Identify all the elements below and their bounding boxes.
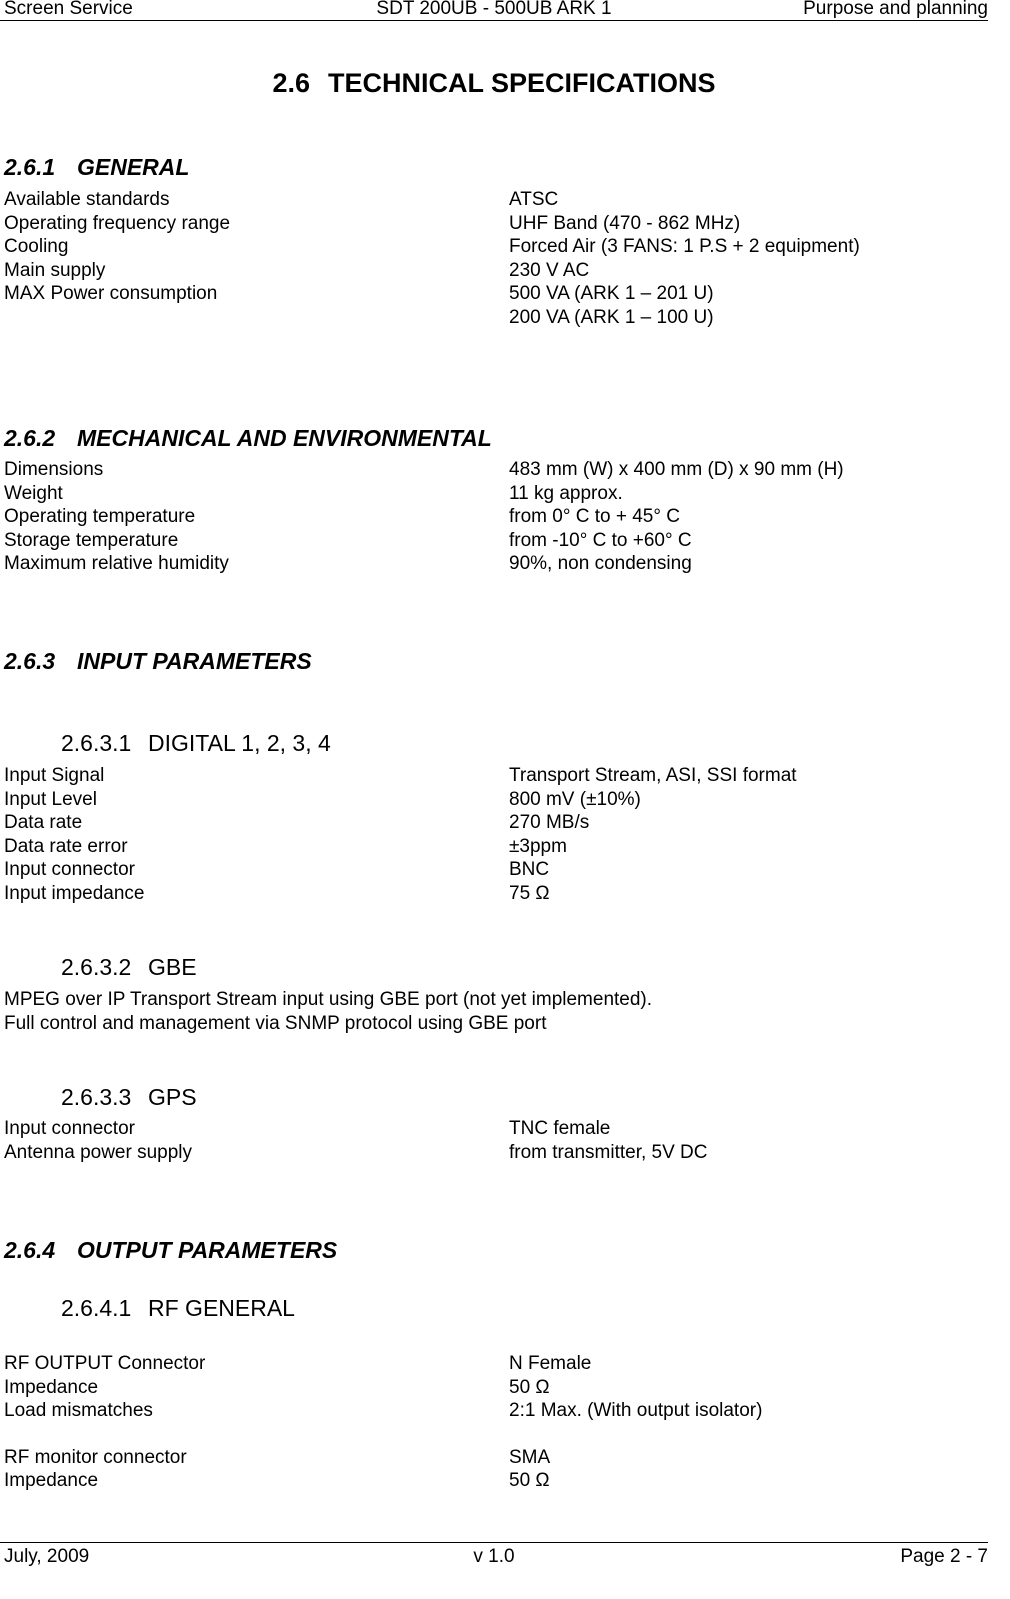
spec-row (4, 259, 988, 283)
spec-row (4, 552, 988, 576)
spec-value: BNC (509, 859, 550, 880)
subsection-number: 2.6.3.1 (61, 730, 132, 756)
spec-table-digital (4, 764, 988, 905)
subsection-number: 2.6.3.3 (61, 1084, 132, 1110)
spec-row (4, 858, 988, 882)
spec-row (4, 188, 988, 212)
subsection-heading-digital (61, 729, 331, 757)
spec-label: Input Signal (4, 765, 105, 786)
subsection-title: GBE (148, 954, 197, 980)
spec-table-gps (4, 1117, 988, 1164)
spec-value: 50 Ω (509, 1470, 550, 1491)
section-title: MECHANICAL AND ENVIRONMENTAL (77, 425, 492, 451)
spec-value: from 0° C to + 45° C (509, 506, 680, 527)
subsection-heading-gps (61, 1083, 197, 1111)
footer-divider (0, 1542, 988, 1543)
spec-label: Input impedance (4, 882, 145, 904)
spec-label: RF OUTPUT Connector (4, 1353, 206, 1374)
section-number: 2.6.3 (4, 648, 56, 674)
spec-value: 270 MB/s (509, 812, 590, 833)
footer-version: v 1.0 (473, 1546, 515, 1567)
page-title (0, 66, 988, 100)
spec-value: 75 Ω (509, 882, 550, 904)
spec-row (4, 1352, 988, 1376)
header-left: Screen Service (4, 0, 133, 19)
spec-table-mechanical (4, 458, 988, 576)
subsection-heading-gbe (61, 953, 197, 981)
spec-row (4, 788, 988, 812)
subsection-number: 2.6.4.1 (61, 1295, 132, 1321)
spec-label: Maximum relative humidity (4, 553, 229, 574)
footer-page-number: Page 2 - 7 (900, 1546, 988, 1567)
spec-value: 50 Ω (509, 1376, 550, 1398)
spec-value: SMA (509, 1446, 551, 1468)
spec-value: 800 mV (±10%) (509, 788, 641, 810)
subsection-title: DIGITAL 1, 2, 3, 4 (148, 730, 331, 756)
spec-value: 11 kg approx. (509, 482, 623, 504)
spec-label: MAX Power consumption (4, 283, 218, 304)
spec-value: from transmitter, 5V DC (509, 1141, 708, 1163)
subsection-number: 2.6.3.2 (61, 954, 132, 980)
section-heading-mechanical (4, 424, 492, 452)
footer-date: July, 2009 (4, 1546, 90, 1567)
spec-value: 2:1 Max. (With output isolator) (509, 1400, 763, 1421)
spec-row (4, 306, 988, 330)
gbe-description (4, 988, 652, 1036)
section-heading-output (4, 1236, 337, 1264)
spec-label: Data rate (4, 812, 83, 833)
spec-label: Input connector (4, 1118, 135, 1139)
spec-row (4, 1469, 988, 1493)
spec-value: 230 V AC (509, 259, 590, 281)
spec-row (4, 1376, 988, 1400)
spec-row (4, 529, 988, 553)
spec-label: Antenna power supply (4, 1141, 193, 1163)
section-heading-general (4, 153, 189, 181)
page-title-text: TECHNICAL SPECIFICATIONS (328, 68, 716, 98)
header-divider (0, 20, 988, 21)
spec-value: from -10° C to +60° C (509, 529, 692, 551)
spec-row (4, 1446, 988, 1470)
spec-value: 90%, non condensing (509, 553, 692, 574)
spec-table-general (4, 188, 988, 329)
spec-label: Load mismatches (4, 1400, 153, 1421)
spec-row (4, 505, 988, 529)
header-center: SDT 200UB - 500UB ARK 1 (376, 0, 612, 19)
subsection-heading-rf-general (61, 1294, 295, 1322)
spec-row (4, 482, 988, 506)
spec-value: N Female (509, 1353, 592, 1374)
row-spacer (4, 1423, 988, 1446)
spec-row (4, 458, 988, 482)
spec-row (4, 235, 988, 259)
spec-label: Storage temperature (4, 529, 179, 551)
spec-value: Transport Stream, ASI, SSI format (509, 765, 797, 786)
spec-value: 500 VA (ARK 1 – 201 U) (509, 283, 714, 304)
spec-value: 483 mm (W) x 400 mm (D) x 90 mm (H) (509, 459, 844, 480)
spec-label: Operating frequency range (4, 212, 231, 234)
spec-row (4, 835, 988, 859)
paragraph-line: Full control and management via SNMP protocol using GBE port (4, 1013, 547, 1034)
spec-label: Data rate error (4, 835, 128, 857)
spec-value: ±3ppm (509, 835, 567, 857)
spec-value: TNC female (509, 1118, 611, 1139)
section-heading-input (4, 647, 312, 675)
spec-row (4, 212, 988, 236)
spec-label: Cooling (4, 236, 69, 257)
section-title: GENERAL (77, 154, 190, 180)
spec-row (4, 764, 988, 788)
spec-table-rf-general (4, 1352, 988, 1493)
section-number: 2.6.2 (4, 425, 56, 451)
spec-label: Impedance (4, 1470, 99, 1491)
section-title: INPUT PARAMETERS (77, 648, 312, 674)
spec-value: ATSC (509, 189, 559, 210)
spec-label: Available standards (4, 189, 170, 210)
section-number: 2.6.4 (4, 1237, 56, 1263)
spec-label: Impedance (4, 1376, 99, 1398)
page-title-number: 2.6 (272, 68, 310, 98)
spec-label: Weight (4, 482, 63, 504)
spec-label: Input connector (4, 859, 135, 880)
spec-value: 200 VA (ARK 1 – 100 U) (509, 306, 714, 328)
spec-row (4, 1117, 988, 1141)
spec-row (4, 282, 988, 306)
spec-row (4, 1399, 988, 1423)
spec-label: RF monitor connector (4, 1446, 187, 1468)
spec-value: Forced Air (3 FANS: 1 P.S + 2 equipment) (509, 236, 860, 257)
paragraph-line: MPEG over IP Transport Stream input using GBE port (not yet implemented). (4, 989, 653, 1010)
spec-label: Main supply (4, 259, 106, 281)
spec-row (4, 811, 988, 835)
spec-label: Operating temperature (4, 506, 196, 527)
header-right: Purpose and planning (803, 0, 988, 19)
subsection-title: RF GENERAL (148, 1295, 295, 1321)
spec-row (4, 882, 988, 906)
spec-label: Input Level (4, 788, 97, 810)
subsection-title: GPS (148, 1084, 197, 1110)
section-number: 2.6.1 (4, 154, 56, 180)
spec-row (4, 1141, 988, 1165)
spec-value: UHF Band (470 - 862 MHz) (509, 212, 741, 234)
section-title: OUTPUT PARAMETERS (77, 1237, 338, 1263)
spec-label: Dimensions (4, 459, 104, 480)
